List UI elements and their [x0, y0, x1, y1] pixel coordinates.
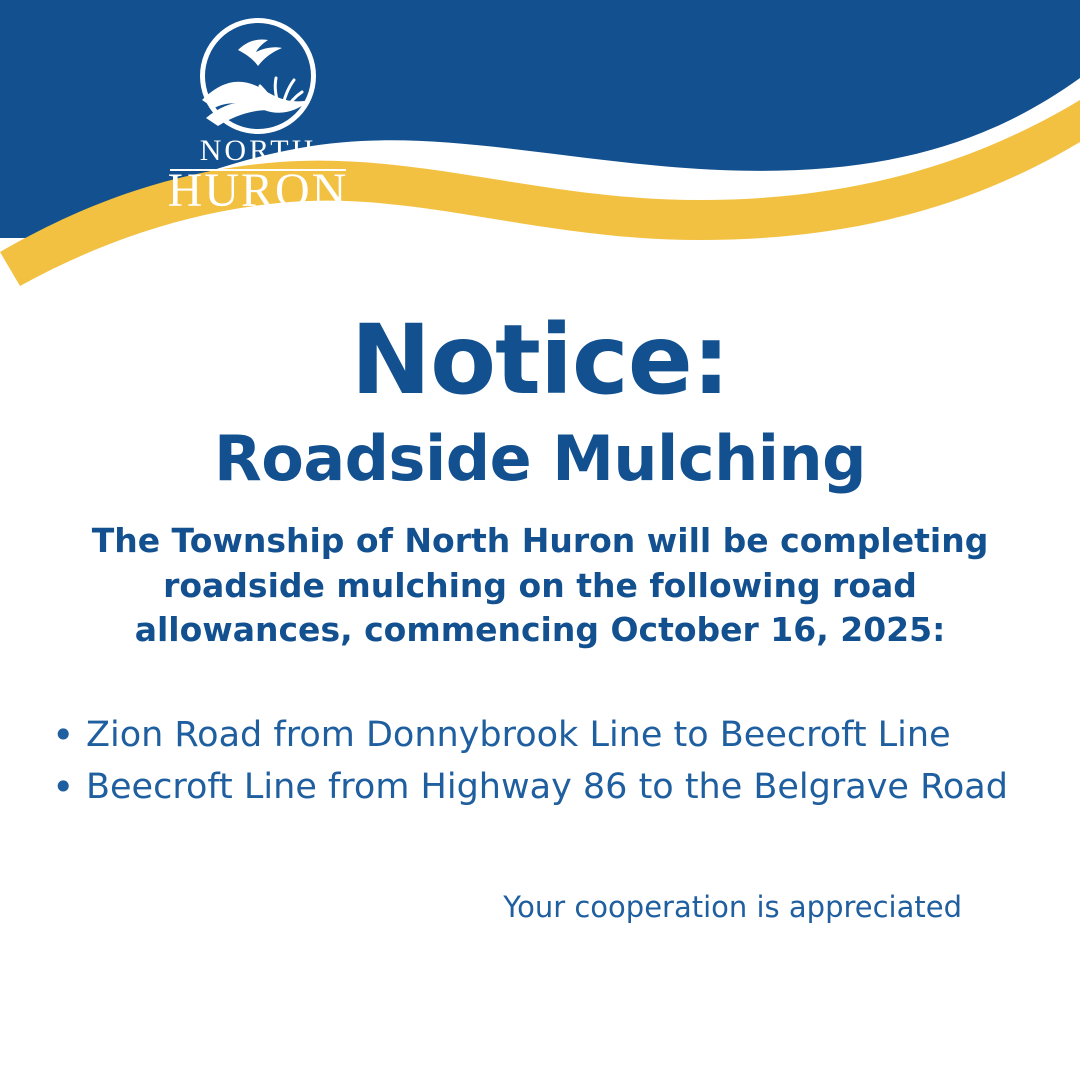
logo-wordmark-huron: HURON — [167, 164, 349, 214]
notice-subtitle: Roadside Mulching — [214, 421, 866, 495]
list-item: • Zion Road from Donnybrook Line to Beecroft Line — [44, 709, 1054, 762]
list-item: • Beecroft Line from Highway 86 to the Belgrave Road — [44, 761, 1054, 814]
logo-wordmark-north: NORTH — [199, 134, 317, 167]
notice-body: The Township of North Huron will be completing roadside mulching on the following road allowances, commencing October 16, 2025: — [91, 520, 989, 650]
north-huron-logo — [130, 14, 390, 214]
footer-note: Your cooperation is appreciated — [503, 889, 962, 924]
notice-content — [0, 296, 1080, 924]
road-allowance-list — [44, 709, 1054, 814]
page-title: Notice: — [350, 304, 730, 416]
